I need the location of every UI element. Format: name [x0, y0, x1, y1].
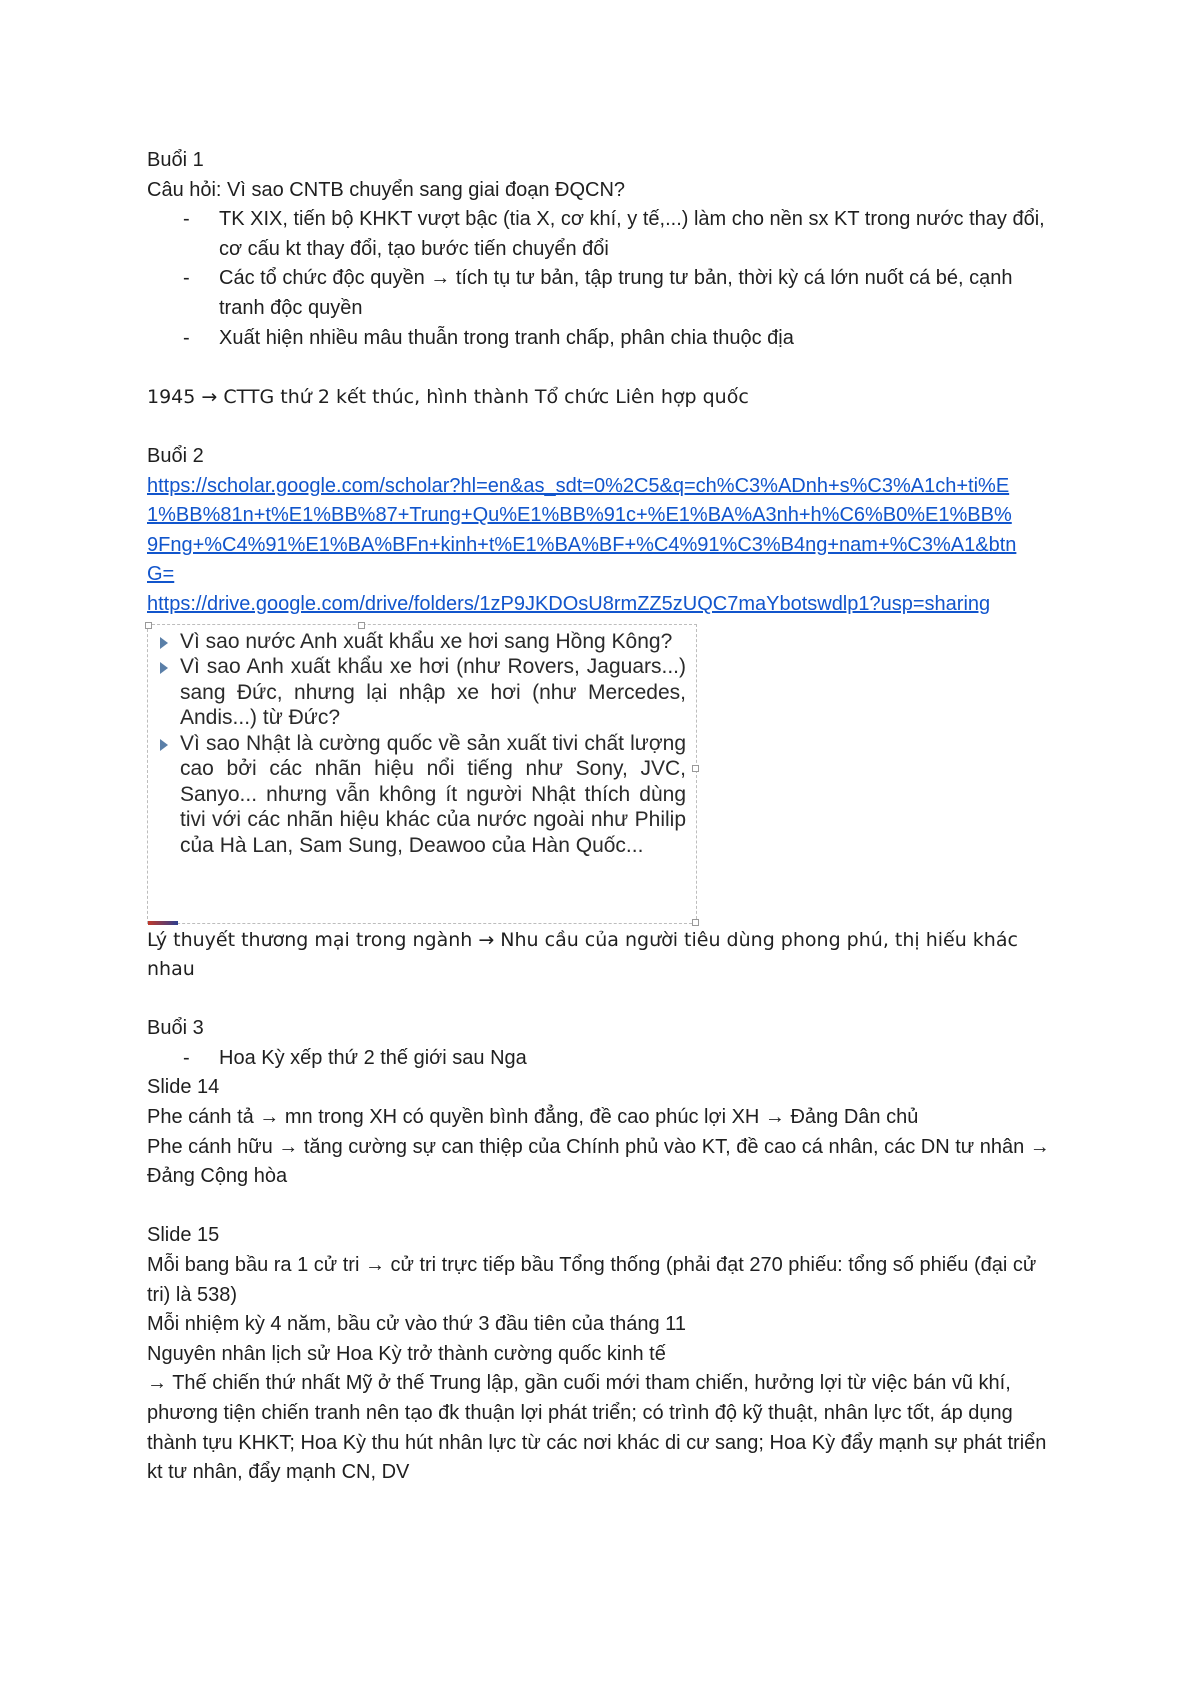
session-3-bullet-list [147, 1044, 1063, 1074]
list-item: Vì sao Nhật là cường quốc về sản xuất tivi chất lượng cao bởi các nhãn hiệu nổi tiếng như Sony, JVC, Sanyo... nhưng vẫn không ít người Nhật thích dùng tivi với các nhãn hiệu khác của nước ngoài như Philip của Hà Lan, Sam Sung, Deawoo của Hàn Quốc... [158, 731, 686, 859]
slide-corner-mark [148, 921, 178, 925]
triangle-bullet-icon [160, 662, 168, 674]
list-item: - Hoa Kỳ xếp thứ 2 thế giới sau Nga [147, 1044, 1063, 1074]
slide-14-title: Slide 14 [147, 1076, 220, 1099]
session-1-question: Câu hỏi: Vì sao CNTB chuyển sang giai đoạn ĐQCN? [147, 178, 626, 201]
list-item: - Các tổ chức độc quyền → tích tụ tư bản, tập trung tư bản, thời kỳ cá lớn nuốt cá bé, cạnh tranh độc quyền [147, 264, 1063, 323]
slide-15-title: Slide 15 [147, 1224, 220, 1247]
drive-link[interactable]: https://drive.google.com/drive/folders/1zP9JKDOsU8rmZZ5zUQC7maYbotswdlp1?usp=sharing [147, 592, 991, 615]
session-2-title: Buổi 2 [147, 444, 204, 467]
slide-15-paragraph: Nguyên nhân lịch sử Hoa Kỳ trở thành cường quốc kinh tế [147, 1342, 666, 1365]
scholar-link[interactable]: https://scholar.google.com/scholar?hl=en&as_sdt=0%2C5&q=ch%C3%ADnh+s%C3%A1ch+ti%E1%BB%81n+t%E1%BB%87+Trung+Qu%E1%BB%91c+%E1%BA%A3nh+h%C6%B0%E1%BB%9Fng+%C4%91%E1%BA%BFn+kinh+t%E1%BA%BF+%C4%91%C3%B4ng+nam+%C3%A1&btnG= [147, 474, 1017, 586]
slide-bullet-list [148, 625, 696, 859]
session-1-note: 1945 → CTTG thứ 2 kết thúc, hình thành Tổ chức Liên hợp quốc [147, 385, 749, 408]
document-page [147, 0, 1063, 1488]
triangle-bullet-icon [160, 637, 168, 649]
slide-14-left-wing: Phe cánh tả → mn trong XH có quyền bình đẳng, đề cao phúc lợi XH → Đảng Dân chủ [147, 1106, 919, 1129]
slide-15-paragraph: Mỗi nhiệm kỳ 4 năm, bầu cử vào thứ 3 đầu tiên của tháng 11 [147, 1313, 686, 1336]
slide-15-paragraph: Mỗi bang bầu ra 1 cử tri → cử tri trực tiếp bầu Tổng thống (phải đạt 270 phiếu: tổng số phiếu (đại cử tri) là 538) [147, 1254, 1037, 1306]
triangle-bullet-icon [160, 739, 168, 751]
list-item: - Xuất hiện nhiều mâu thuẫn trong tranh chấp, phân chia thuộc địa [147, 324, 1063, 354]
slide-image [147, 624, 697, 924]
slide-15-paragraph: → Thế chiến thứ nhất Mỹ ở thế Trung lập, gần cuối mới tham chiến, hưởng lợi từ việc bán vũ khí, phương tiện chiến tranh nên tạo đk thuận lợi phát triển; có trình độ kỹ thuật, nhân lực tốt, áp dụng thành tựu KHKT; Hoa Kỳ thu hút nhân lực từ các nơi khác di cư sang; Hoa Kỳ đẩy mạnh sự phát triển kt tư nhân, đẩy mạnh CN, DV [147, 1372, 1047, 1484]
slide-14-right-wing: Phe cánh hữu → tăng cường sự can thiệp của Chính phủ vào KT, đề cao cá nhân, các DN tư nhân → Đảng Cộng hòa [147, 1135, 1050, 1188]
list-item: Vì sao nước Anh xuất khẩu xe hơi sang Hồng Kông? [158, 629, 686, 655]
session-1-bullet-list [147, 205, 1063, 353]
session-2-note: Lý thuyết thương mại trong ngành → Nhu cầu của người tiêu dùng phong phú, thị hiếu khác nhau [147, 928, 1018, 981]
session-1-title: Buổi 1 [147, 149, 204, 171]
list-item: Vì sao Anh xuất khẩu xe hơi (như Rovers, Jaguars...) sang Đức, nhưng lại nhập xe hơi (như Mercedes, Andis...) từ Đức? [158, 654, 686, 731]
list-item: - TK XIX, tiến bộ KHKT vượt bậc (tia X, cơ khí, y tế,...) làm cho nền sx KT trong nước thay đổi, cơ cấu kt thay đổi, tạo bước tiến chuyển đổi [147, 205, 1063, 264]
session-3-title: Buổi 3 [147, 1017, 204, 1040]
